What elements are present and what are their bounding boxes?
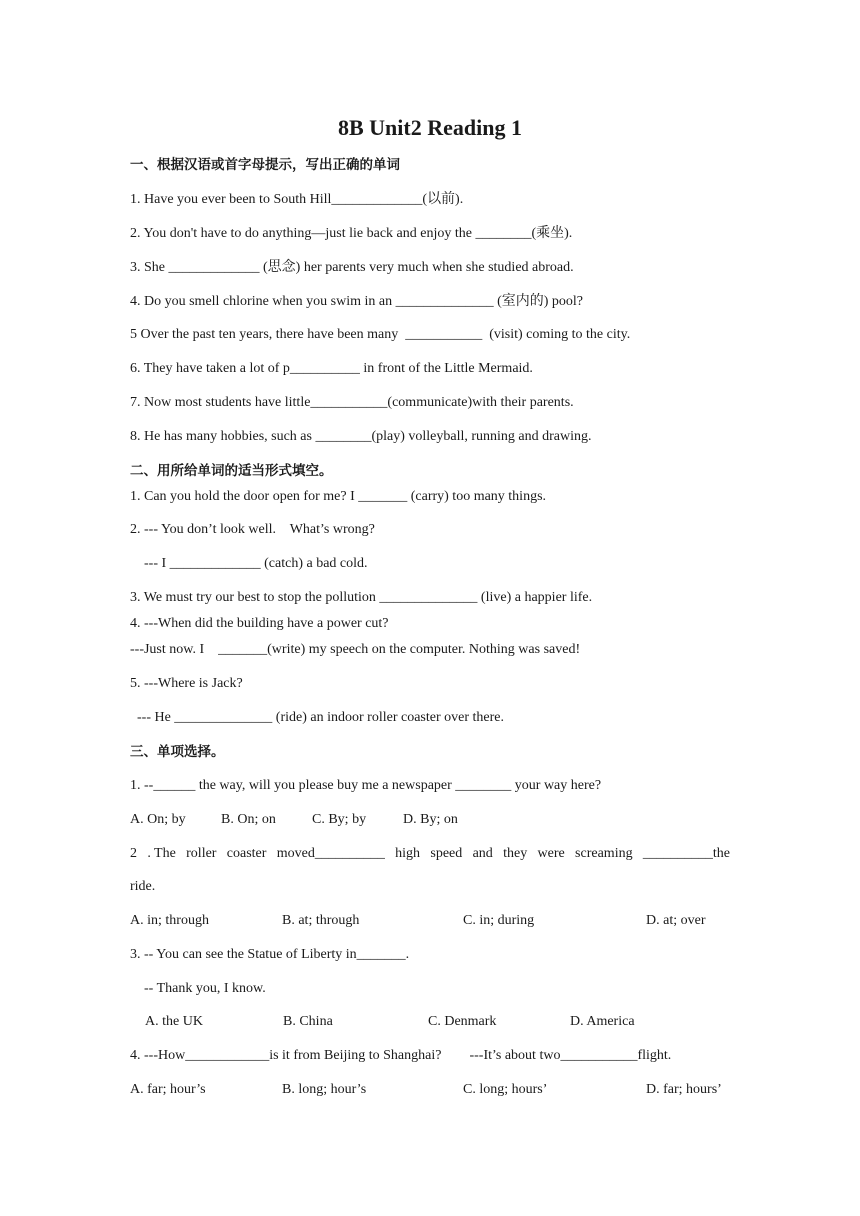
q2-word: screaming: [575, 846, 633, 861]
s2-item-1: 1. Can you hold the door open for me? I _______ (carry) too many things.: [130, 489, 547, 504]
s1-item-5: 5 Over the past ten years, there have been many ___________ (visit) coming to the city.: [130, 327, 631, 342]
s1-item-4: 4. Do you smell chlorine when you swim in an ______________ (室内的) pool?: [130, 294, 584, 309]
q4-option-b: B. long; hour’s: [282, 1082, 367, 1097]
q2-word: speed: [430, 846, 463, 861]
q2-word: . The: [147, 846, 176, 861]
s2-item-5-reply: --- He ______________ (ride) an indoor roller coaster over there.: [130, 710, 504, 725]
q2-option-a: A. in; through: [130, 913, 209, 928]
q1-option-b: B. On; on: [221, 812, 276, 827]
q2-option-d: D. at; over: [646, 913, 706, 928]
q2-word: high: [395, 846, 421, 861]
q4-stem: 4. ---How____________is it from Beijing to Shanghai? ---It’s about two___________flight.: [130, 1048, 672, 1063]
q2-option-c: C. in; during: [463, 913, 535, 928]
q2-word: __________the: [642, 846, 730, 861]
section1-heading: 一、根据汉语或首字母提示，写出正确的单词: [130, 157, 400, 173]
q3-stem: 3. -- You can see the Statue of Liberty in_______.: [130, 947, 410, 962]
q2-word: roller: [186, 846, 217, 861]
s2-item-4-reply: ---Just now. I _______(write) my speech on the computer. Nothing was saved!: [130, 642, 581, 657]
q1-option-c: C. By; by: [312, 812, 367, 827]
s1-item-7: 7. Now most students have little___________(communicate)with their parents.: [130, 395, 574, 410]
s1-item-3: 3. She _____________ (思念) her parents very much when she studied abroad.: [130, 260, 574, 275]
q2-word: 2: [130, 846, 137, 861]
s2-item-4: 4. ---When did the building have a power cut?: [130, 616, 389, 631]
q3-option-c: C. Denmark: [428, 1014, 497, 1029]
s2-item-2-reply: --- I _____________ (catch) a bad cold.: [130, 556, 368, 571]
s2-item-5: 5. ---Where is Jack?: [130, 676, 243, 691]
q2-word: were: [537, 846, 565, 861]
q4-option-a: A. far; hour’s: [130, 1082, 206, 1097]
q3-reply: -- Thank you, I know.: [130, 981, 266, 996]
q1-stem: 1. --______ the way, will you please buy me a newspaper ________ your way here?: [130, 778, 602, 793]
q2-word: they: [503, 846, 528, 861]
q4-option-d: D. far; hours’: [646, 1082, 722, 1097]
section3-heading: 三、单项选择。: [130, 744, 225, 760]
q3-option-d: D. America: [570, 1014, 635, 1029]
s1-item-2: 2. You don't have to do anything—just lie back and enjoy the ________(乘坐).: [130, 226, 573, 241]
q4-option-c: C. long; hours’: [463, 1082, 548, 1097]
q2-word: moved__________: [276, 846, 385, 861]
q2-stem-continued: ride.: [130, 879, 156, 894]
s1-item-6: 6. They have taken a lot of p__________ in front of the Little Mermaid.: [130, 361, 533, 376]
s1-item-8: 8. He has many hobbies, such as ________(play) volleyball, running and drawing.: [130, 429, 592, 444]
q2-stem: [130, 845, 730, 863]
q2-word: coaster: [226, 846, 267, 861]
q3-option-a: A. the UK: [145, 1014, 203, 1029]
q2-word: and: [472, 846, 493, 861]
section2-heading: 二、用所给单词的适当形式填空。: [130, 463, 333, 479]
q1-option-a: A. On; by: [130, 812, 186, 827]
page-title: 8B Unit2 Reading 1: [338, 115, 522, 140]
s2-item-2: 2. --- You don’t look well. What’s wrong?: [130, 522, 375, 537]
q2-option-b: B. at; through: [282, 913, 360, 928]
s1-item-1: 1. Have you ever been to South Hill_____________(以前).: [130, 192, 464, 207]
s2-item-3: 3. We must try our best to stop the pollution ______________ (live) a happier life.: [130, 590, 593, 605]
q3-option-b: B. China: [283, 1014, 333, 1029]
q1-option-d: D. By; on: [403, 812, 458, 827]
